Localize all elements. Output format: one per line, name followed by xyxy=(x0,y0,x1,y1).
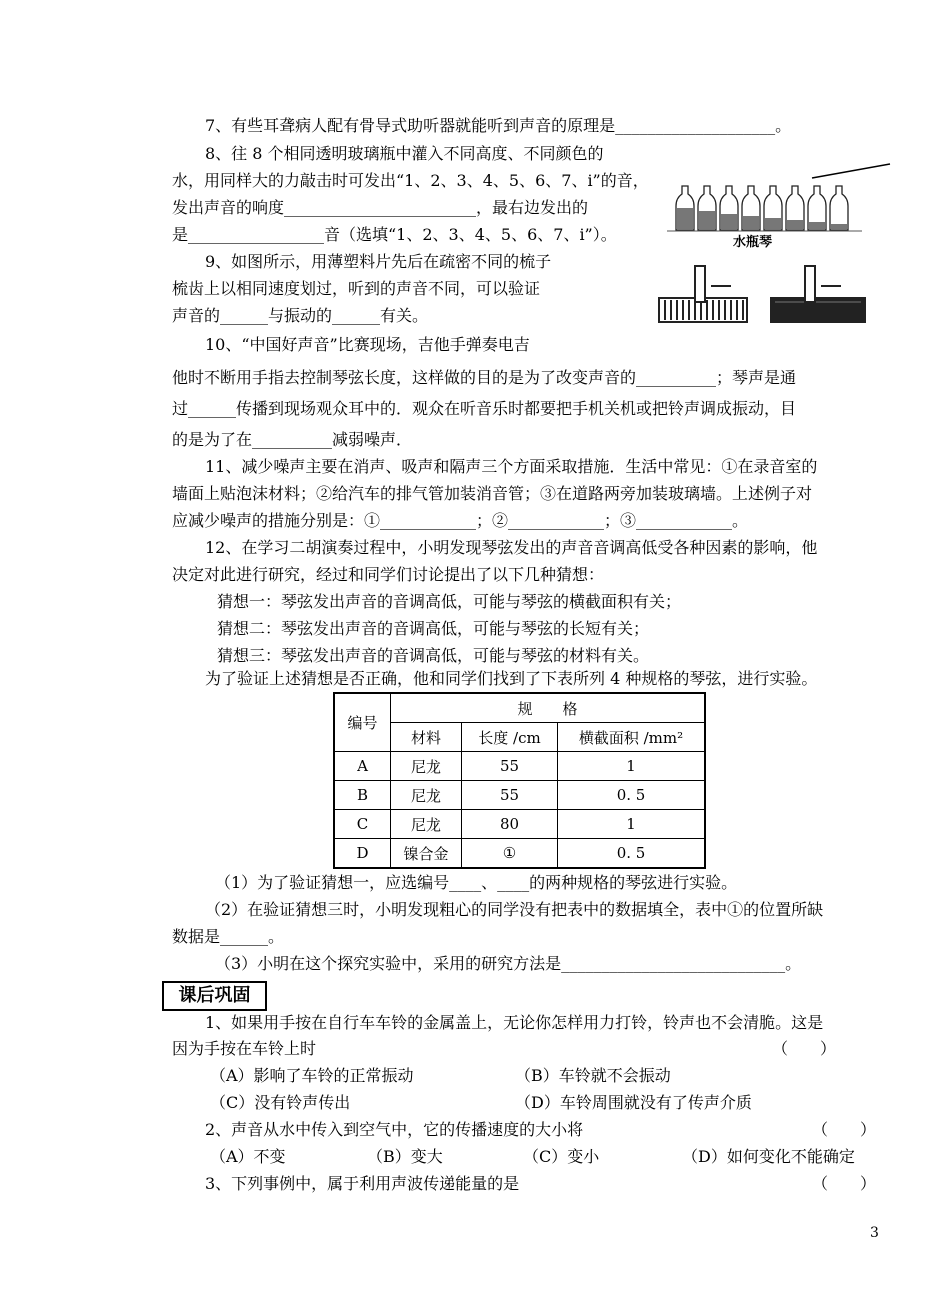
q9-line-3: 声音的______与振动的______有关。 xyxy=(172,306,429,325)
cell-area: 1 xyxy=(558,810,706,839)
h1-option-c: （C）没有铃声传出 xyxy=(210,1093,351,1112)
table-row xyxy=(334,752,705,781)
cell-area: 0. 5 xyxy=(558,839,706,869)
q12-line-3: 为了验证上述猜想是否正确，他和同学们找到了下表所列 4 种规格的琴弦，进行实验。 xyxy=(205,669,818,688)
h1-line-1: 1、如果用手按在自行车车铃的金属盖上，无论你怎样用力打铃，铃声也不会清脆。这是 xyxy=(205,1013,824,1032)
h1-answer-paren: （ ） xyxy=(772,1039,837,1058)
h2-option-b: （B）变大 xyxy=(367,1147,443,1166)
cell-material: 尼龙 xyxy=(391,752,462,781)
table-row xyxy=(334,781,705,810)
q8-line-4: 是_________________音（选填“1、2、3、4、5、6、7、i”）。 xyxy=(172,225,617,244)
q12-sub-3: （3）小明在这个探究实验中，采用的研究方法是____________________________。 xyxy=(215,954,802,973)
h2-line: 2、声音从水中传入到空气中，它的传播速度的大小将 xyxy=(205,1120,584,1139)
page-number: 3 xyxy=(870,1225,879,1241)
h1-option-a: （A）影响了车铃的正常振动 xyxy=(210,1066,414,1085)
cell-id: B xyxy=(334,781,391,810)
cell-area: 0. 5 xyxy=(558,781,706,810)
q12-line-2: 决定对此进行研究，经过和同学们讨论提出了以下几种猜想： xyxy=(172,565,605,584)
q12-sub-2-line-2: 数据是______。 xyxy=(172,927,285,946)
header-material: 材料 xyxy=(391,723,462,752)
q10-line-3: 过______传播到现场观众耳中的．观众在听音乐时都要把手机关机或把铃声调成振动，目 xyxy=(172,399,797,418)
cell-length: 80 xyxy=(462,810,558,839)
q11-line-1: 11、减少噪声主要在消声、吸声和隔声三个方面采取措施．生活中常见：①在录音室的 xyxy=(205,457,818,476)
header-spec: 规 格 xyxy=(391,693,706,723)
string-spec-table xyxy=(333,692,706,869)
cell-length: 55 xyxy=(462,752,558,781)
header-area: 横截面积 /mm² xyxy=(558,723,706,752)
table-row xyxy=(334,810,705,839)
cell-area: 1 xyxy=(558,752,706,781)
q8-line-1: 8、往 8 个相同透明玻璃瓶中灌入不同高度、不同颜色的 xyxy=(205,144,604,163)
water-bottle-figure xyxy=(662,160,892,252)
q12-sub-2-line-1: （2）在验证猜想三时，小明发现粗心的同学没有把表中的数据填全，表中①的位置所缺 xyxy=(205,900,824,919)
cell-id: A xyxy=(334,752,391,781)
cell-id: C xyxy=(334,810,391,839)
q10-line-1: 10、“中国好声音”比赛现场，吉他手弹奏电吉 xyxy=(205,335,530,354)
h2-option-c: （C）变小 xyxy=(523,1147,600,1166)
q12-sub-1: （1）为了验证猜想一，应选编号____、____的两种规格的琴弦进行实验。 xyxy=(215,873,738,892)
header-id: 编号 xyxy=(334,693,391,752)
guess-2: 猜想二：琴弦发出声音的音调高低，可能与琴弦的长短有关； xyxy=(217,619,650,638)
q12-line-1: 12、在学习二胡演奏过程中，小明发现琴弦发出的声音音调高低受各种因素的影响，他 xyxy=(205,538,818,557)
h2-option-a: （A）不变 xyxy=(210,1147,286,1166)
q8-line-2: 水，用同样大的力敲击时可发出“1、2、3、4、5、6、7、i”的音， xyxy=(172,171,649,190)
cell-material: 镍合金 xyxy=(391,839,462,869)
h3-answer-paren: （ ） xyxy=(812,1174,877,1193)
table-row xyxy=(334,839,705,869)
guess-1: 猜想一：琴弦发出声音的音调高低，可能与琴弦的横截面积有关； xyxy=(217,592,682,611)
cell-length: 55 xyxy=(462,781,558,810)
q10-line-4: 的是为了在__________减弱噪声． xyxy=(172,430,413,449)
h2-option-d: （D）如何变化不能确定 xyxy=(682,1147,855,1166)
q11-line-3: 应减少噪声的措施分别是：①____________；②____________；③____________。 xyxy=(172,511,749,530)
figure-caption: 水瓶琴 xyxy=(733,235,773,250)
h1-line-2: 因为手按在车铃上时 xyxy=(172,1039,317,1058)
cell-length: ① xyxy=(462,839,558,869)
q9-line-1: 9、如图所示，用薄塑料片先后在疏密不同的梳子 xyxy=(205,252,552,271)
section-title: 课后巩固 xyxy=(162,981,267,1011)
h1-option-b: （B）车铃就不会振动 xyxy=(515,1066,671,1085)
q11-line-2: 墙面上贴泡沫材料；②给汽车的排气管加装消音管；③在道路两旁加装玻璃墙。上述例子对 xyxy=(172,484,813,503)
h1-option-d: （D）车铃周围就没有了传声介质 xyxy=(515,1093,752,1112)
cell-material: 尼龙 xyxy=(391,810,462,839)
q8-line-3: 发出声音的响度________________________，最右边发出的 xyxy=(172,198,589,217)
q9-line-2: 梳齿上以相同速度划过，听到的声音不同，可以验证 xyxy=(172,279,541,298)
q7-line: 7、有些耳聋病人配有骨导式助听器就能听到声音的原理是____________________。 xyxy=(205,116,792,135)
q10-line-2: 他时不断用手指去控制琴弦长度，这样做的目的是为了改变声音的__________；琴声是通 xyxy=(172,368,797,387)
guess-3: 猜想三：琴弦发出声音的音调高低，可能与琴弦的材料有关。 xyxy=(217,646,650,665)
cell-id: D xyxy=(334,839,391,869)
header-length: 长度 /cm xyxy=(462,723,558,752)
comb-figure xyxy=(655,262,875,330)
h2-answer-paren: （ ） xyxy=(812,1120,877,1139)
h3-line: 3、下列事例中，属于利用声波传递能量的是 xyxy=(205,1174,520,1193)
cell-material: 尼龙 xyxy=(391,781,462,810)
